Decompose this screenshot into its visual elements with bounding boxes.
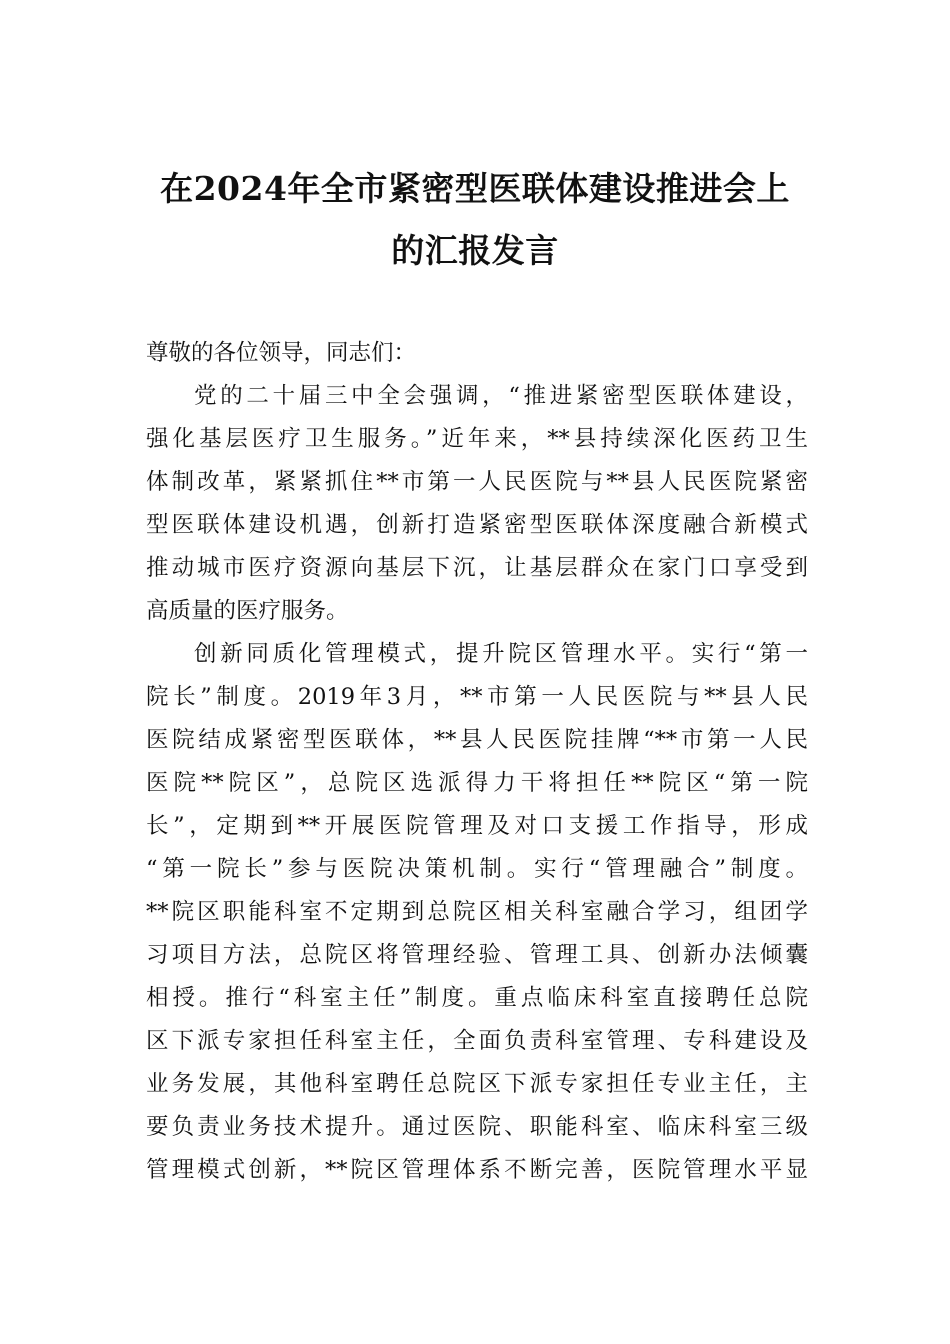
paragraph-line: 要负责业务技术提升。通过医院、职能科室、临床科室三级 [146,1114,808,1140]
title-line-1: 在2024年全市紧密型医联体建设推进会上 [160,169,790,208]
paragraph-line: 体制改革，紧紧抓住**市第一人民医院与**县人民医院紧密 [146,469,808,495]
paragraph-line: 强化基层医疗卫生服务。”近年来，**县持续深化医药卫生 [146,426,808,452]
paragraph-line: 型医联体建设机遇，创新打造紧密型医联体深度融合新模式 [146,512,808,538]
paragraph-line: 区下派专家担任科室主任，全面负责科室管理、专科建设及 [146,1028,808,1054]
document-title [100,158,850,282]
document-body [146,332,808,1192]
paragraph-line: “第一院长”参与医院决策机制。实行“管理融合”制度。 [146,856,808,882]
paragraph-line: 医院**院区”，总院区选派得力干将担任**院区“第一院 [146,770,808,796]
paragraph-line: 习项目方法，总院区将管理经验、管理工具、创新办法倾囊 [146,942,808,968]
paragraph-line: 院长”制度。2019年3月，**市第一人民医院与**县人民 [146,684,808,710]
paragraph-line: 业务发展，其他科室聘任总院区下派专家担任专业主任，主 [146,1071,808,1097]
title-line-2: 的汇报发言 [391,231,559,270]
paragraph-2 [146,633,808,1192]
paragraph-line: 党的二十届三中全会强调，“推进紧密型医联体建设， [194,383,808,409]
paragraph-line: **院区职能科室不定期到总院区相关科室融合学习，组团学 [146,899,808,925]
paragraph-line: 长”，定期到**开展医院管理及对口支援工作指导，形成 [146,813,808,839]
paragraph-line: 医院结成紧密型医联体，**县人民医院挂牌“**市第一人民 [146,727,808,753]
salutation: 尊敬的各位领导，同志们： [146,340,417,366]
paragraph-line: 创新同质化管理模式，提升院区管理水平。实行“第一 [194,641,808,667]
paragraph-line: 高质量的医疗服务。 [146,598,349,624]
paragraph-line: 管理模式创新，**院区管理体系不断完善，医院管理水平显 [146,1157,808,1183]
paragraph-1 [146,375,808,633]
paragraph-line: 相授。推行“科室主任”制度。重点临床科室直接聘任总院 [146,985,808,1011]
paragraph-line: 推动城市医疗资源向基层下沉，让基层群众在家门口享受到 [146,555,808,581]
